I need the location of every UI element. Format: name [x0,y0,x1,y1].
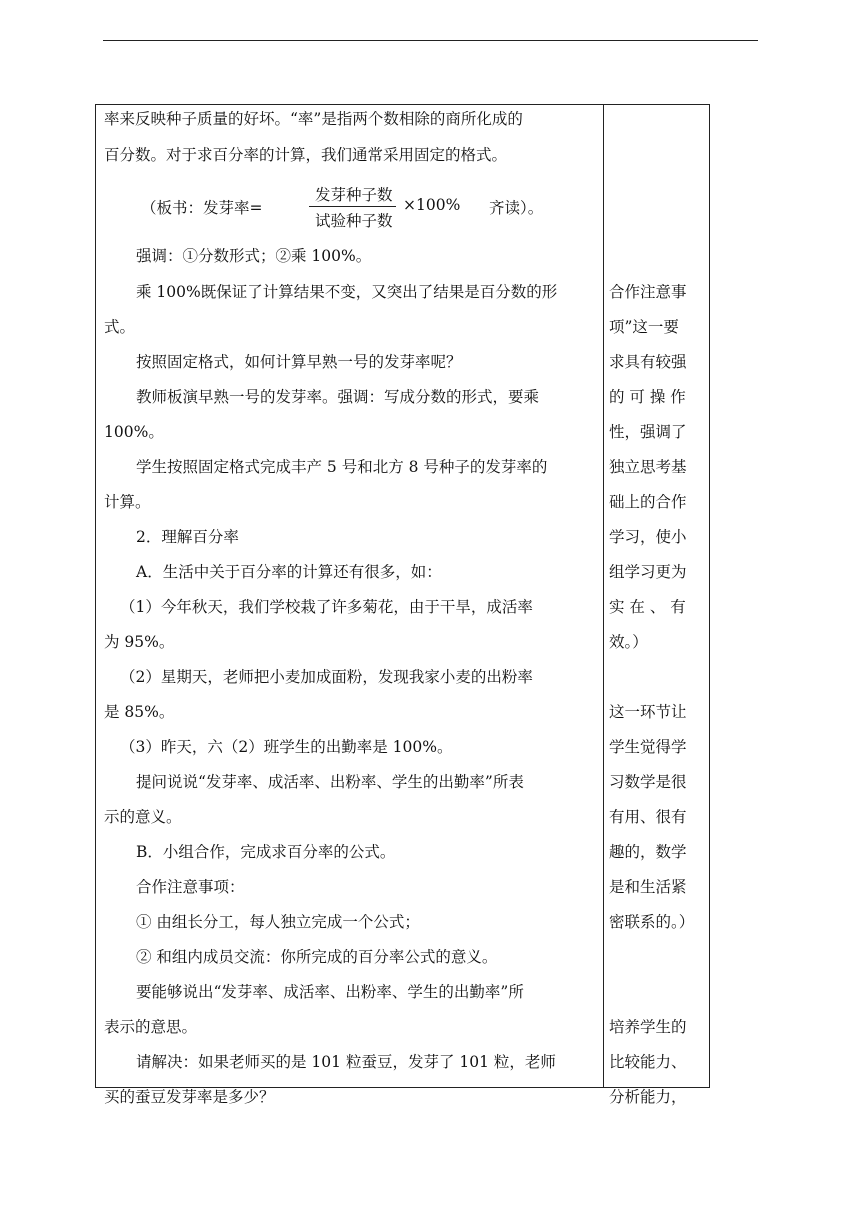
side-line: 项”这一要 [609,318,679,336]
side-line: 合作注意事 [609,283,687,301]
lesson-table [95,104,710,1106]
main-line: 要能够说出“发芽率、成活率、出粉率、学生的出勤率”所 [136,983,524,1001]
formula-prefix: （板书：发芽率= [141,199,263,217]
side-line: 求具有较强 [609,353,687,371]
main-line: 教师板演早熟一号的发芽率。强调：写成分数的形式，要乘 [136,388,540,406]
formula-suffix: 齐读）。 [489,199,544,217]
main-line: 买的蚕豆发芽率是多少？ [104,1088,275,1106]
main-line: （2）星期天，老师把小麦加成面粉，发现我家小麦的出粉率 [120,668,533,686]
side-line: 学习，使小 [609,528,687,546]
side-line: 这一环节让 [609,703,687,721]
formula-denominator: 试验种子数 [315,212,393,230]
side-line: 习数学是很 [609,773,687,791]
main-line: ② 和组内成员交流：你所完成的百分率公式的意义。 [136,948,498,966]
side-line: 比较能力、 [609,1053,687,1071]
main-line: 请解决：如果老师买的是 101 粒蚕豆，发芽了 101 粒，老师 [136,1053,556,1071]
side-line: 培养学生的 [609,1018,687,1036]
main-line: 2．理解百分率 [136,528,239,546]
formula-numerator: 发芽种子数 [315,186,393,204]
main-line: 学生按照固定格式完成丰产 5 号和北方 8 号种子的发芽率的 [136,458,548,476]
side-line: 效。） [609,633,648,651]
side-line: 学生觉得学 [609,738,687,756]
side-line: 的 可 操 作 [609,388,686,406]
side-line: 趣的，数学 [609,843,687,861]
formula-multiplier: ×100% [403,196,461,214]
main-line: B．小组合作，完成求百分率的公式。 [136,843,396,861]
main-line: 为 95%。 [104,633,175,651]
main-line: 合作注意事项： [136,878,245,896]
side-line: 分析能力， [609,1088,687,1106]
main-line: 是 85%。 [104,703,175,721]
column-divider [603,105,604,1087]
main-line: 示的意义。 [104,808,182,826]
side-line: 础上的合作 [609,493,687,511]
main-line: 按照固定格式，如何计算早熟一号的发芽率呢？ [136,353,462,371]
main-line: 乘 100%既保证了计算结果不变，又突出了结果是百分数的形 [136,283,558,301]
main-line: 率来反映种子质量的好坏。“率”是指两个数相除的商所化成的 [104,110,523,128]
main-line: 100%。 [104,423,164,441]
side-line: 密联系的。） [609,913,695,931]
main-line: （1）今年秋天，我们学校栽了许多菊花，由于干旱，成活率 [120,598,533,616]
main-line: 百分数。对于求百分率的计算，我们通常采用固定的格式。 [104,146,508,164]
side-line: 实 在 、 有 [609,598,686,616]
main-line: 计算。 [104,493,151,511]
header-rule [103,40,758,41]
main-line: 式。 [104,318,136,336]
side-line: 是和生活紧 [609,878,687,896]
main-line: A．生活中关于百分率的计算还有很多，如： [136,563,442,581]
main-line: 表示的意思。 [104,1018,198,1036]
main-line: ① 由组长分工，每人独立完成一个公式； [136,913,420,931]
main-line: 提问说说“发芽率、成活率、出粉率、学生的出勤率”所表 [136,773,524,791]
side-line: 独立思考基 [609,458,687,476]
side-line: 性，强调了 [609,423,687,441]
fraction-bar [309,206,396,207]
side-line: 组学习更为 [609,563,687,581]
main-line: （3）昨天，六（2）班学生的出勤率是 100%。 [120,738,453,756]
main-line: 强调：①分数形式；②乘 100%。 [136,247,372,265]
side-line: 有用、很有 [609,808,687,826]
